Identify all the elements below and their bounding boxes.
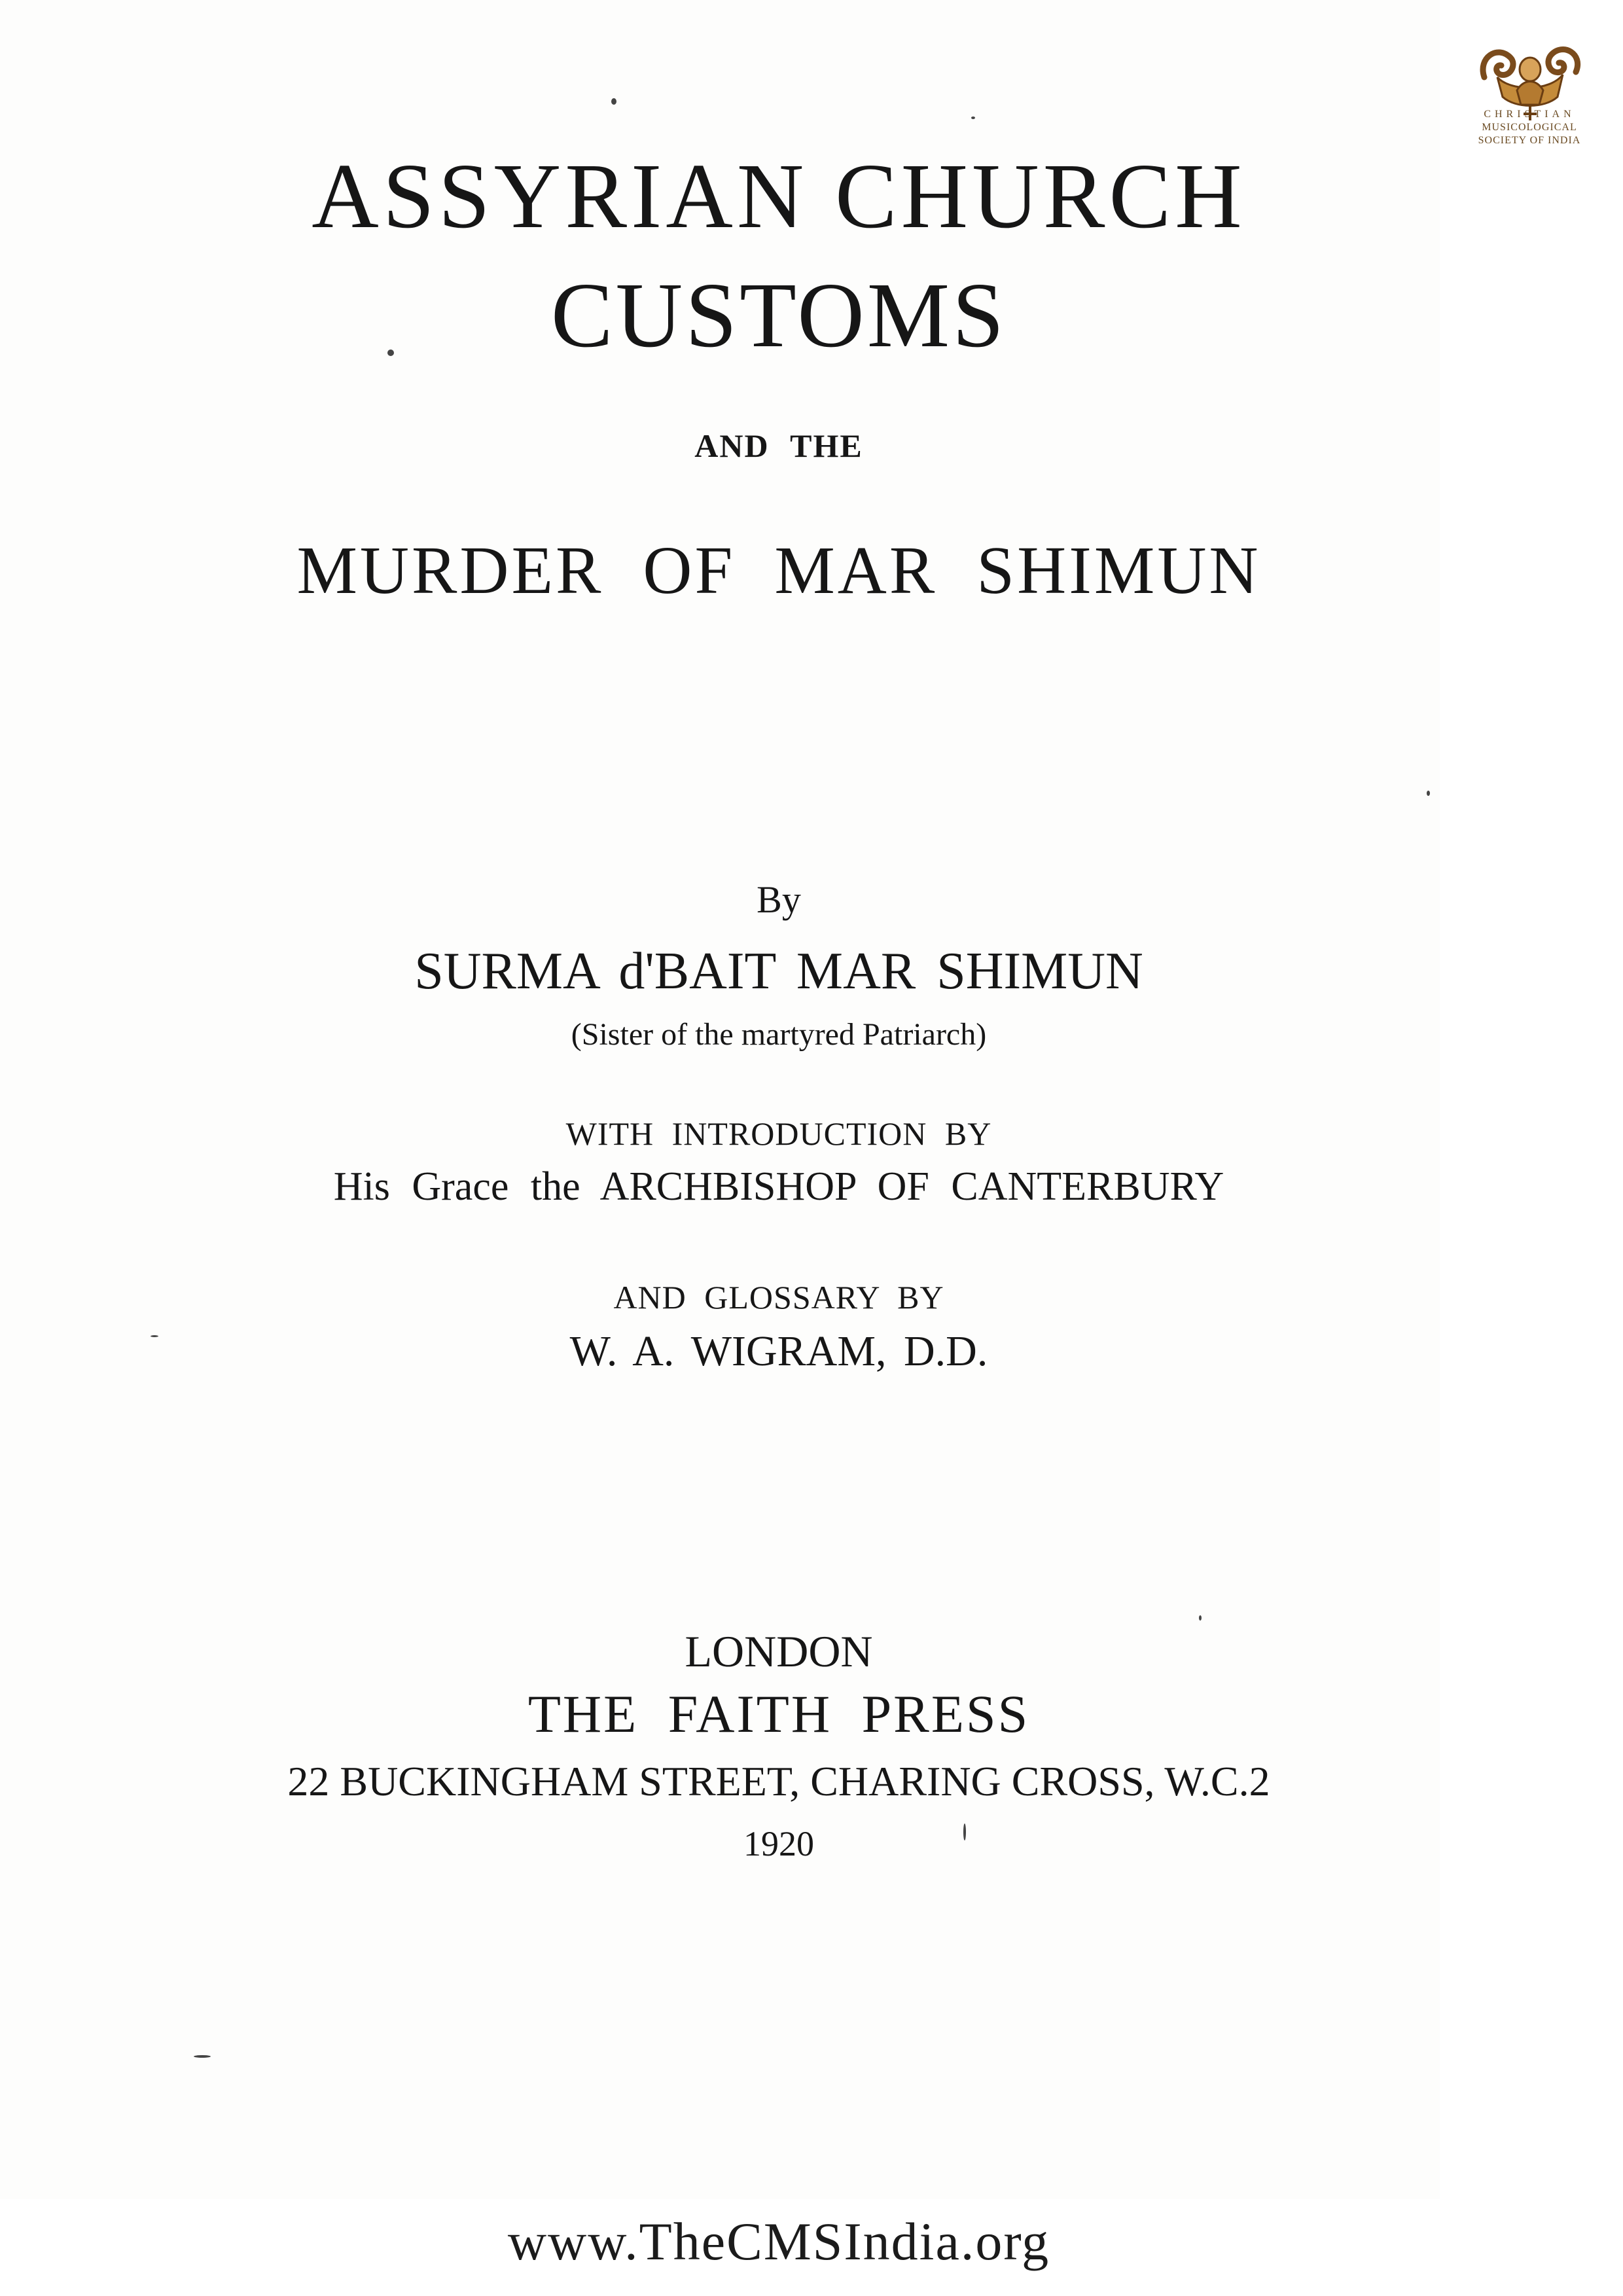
scan-speck bbox=[611, 98, 616, 105]
publisher-address: 22 BUCKINGHAM STREET, CHARING CROSS, W.C.2 bbox=[287, 1758, 1270, 1804]
scan-speck bbox=[151, 1335, 158, 1337]
website-footer: www.TheCMSIndia.org bbox=[507, 2212, 1050, 2271]
scan-speck bbox=[194, 2055, 211, 2058]
subtitle: MURDER OF MAR SHIMUN bbox=[296, 533, 1261, 608]
scan-speck bbox=[387, 350, 394, 356]
title-line-1: ASSYRIAN CHURCH bbox=[312, 144, 1246, 247]
publisher-name: THE FAITH PRESS bbox=[527, 1684, 1030, 1744]
title-connector: AND THE bbox=[694, 427, 863, 464]
publication-year: 1920 bbox=[743, 1824, 814, 1863]
introduction-label: WITH INTRODUCTION BY bbox=[565, 1115, 992, 1152]
title-line-2: CUSTOMS bbox=[550, 263, 1007, 367]
introduction-author: His Grace the ARCHBISHOP OF CANTERBURY bbox=[333, 1164, 1224, 1209]
publication-place: LONDON bbox=[685, 1626, 873, 1676]
by-label: By bbox=[757, 878, 801, 921]
logo-text-line1: CHRISTIAN bbox=[1484, 109, 1575, 120]
scan-speck bbox=[963, 1823, 966, 1840]
scan-speck bbox=[1427, 791, 1430, 796]
glossary-author: W. A. WIGRAM, D.D. bbox=[569, 1327, 988, 1375]
author-name: SURMA d'BAIT MAR SHIMUN bbox=[414, 942, 1143, 1000]
author-note: (Sister of the martyred Patriarch) bbox=[571, 1017, 987, 1052]
logo-text-line3: SOCIETY OF INDIA bbox=[1478, 135, 1581, 146]
logo-text-line2: MUSICOLOGICAL bbox=[1482, 122, 1577, 133]
glossary-label: AND GLOSSARY BY bbox=[613, 1279, 944, 1316]
scan-speck bbox=[1199, 1615, 1202, 1621]
scan-speck bbox=[971, 117, 975, 119]
